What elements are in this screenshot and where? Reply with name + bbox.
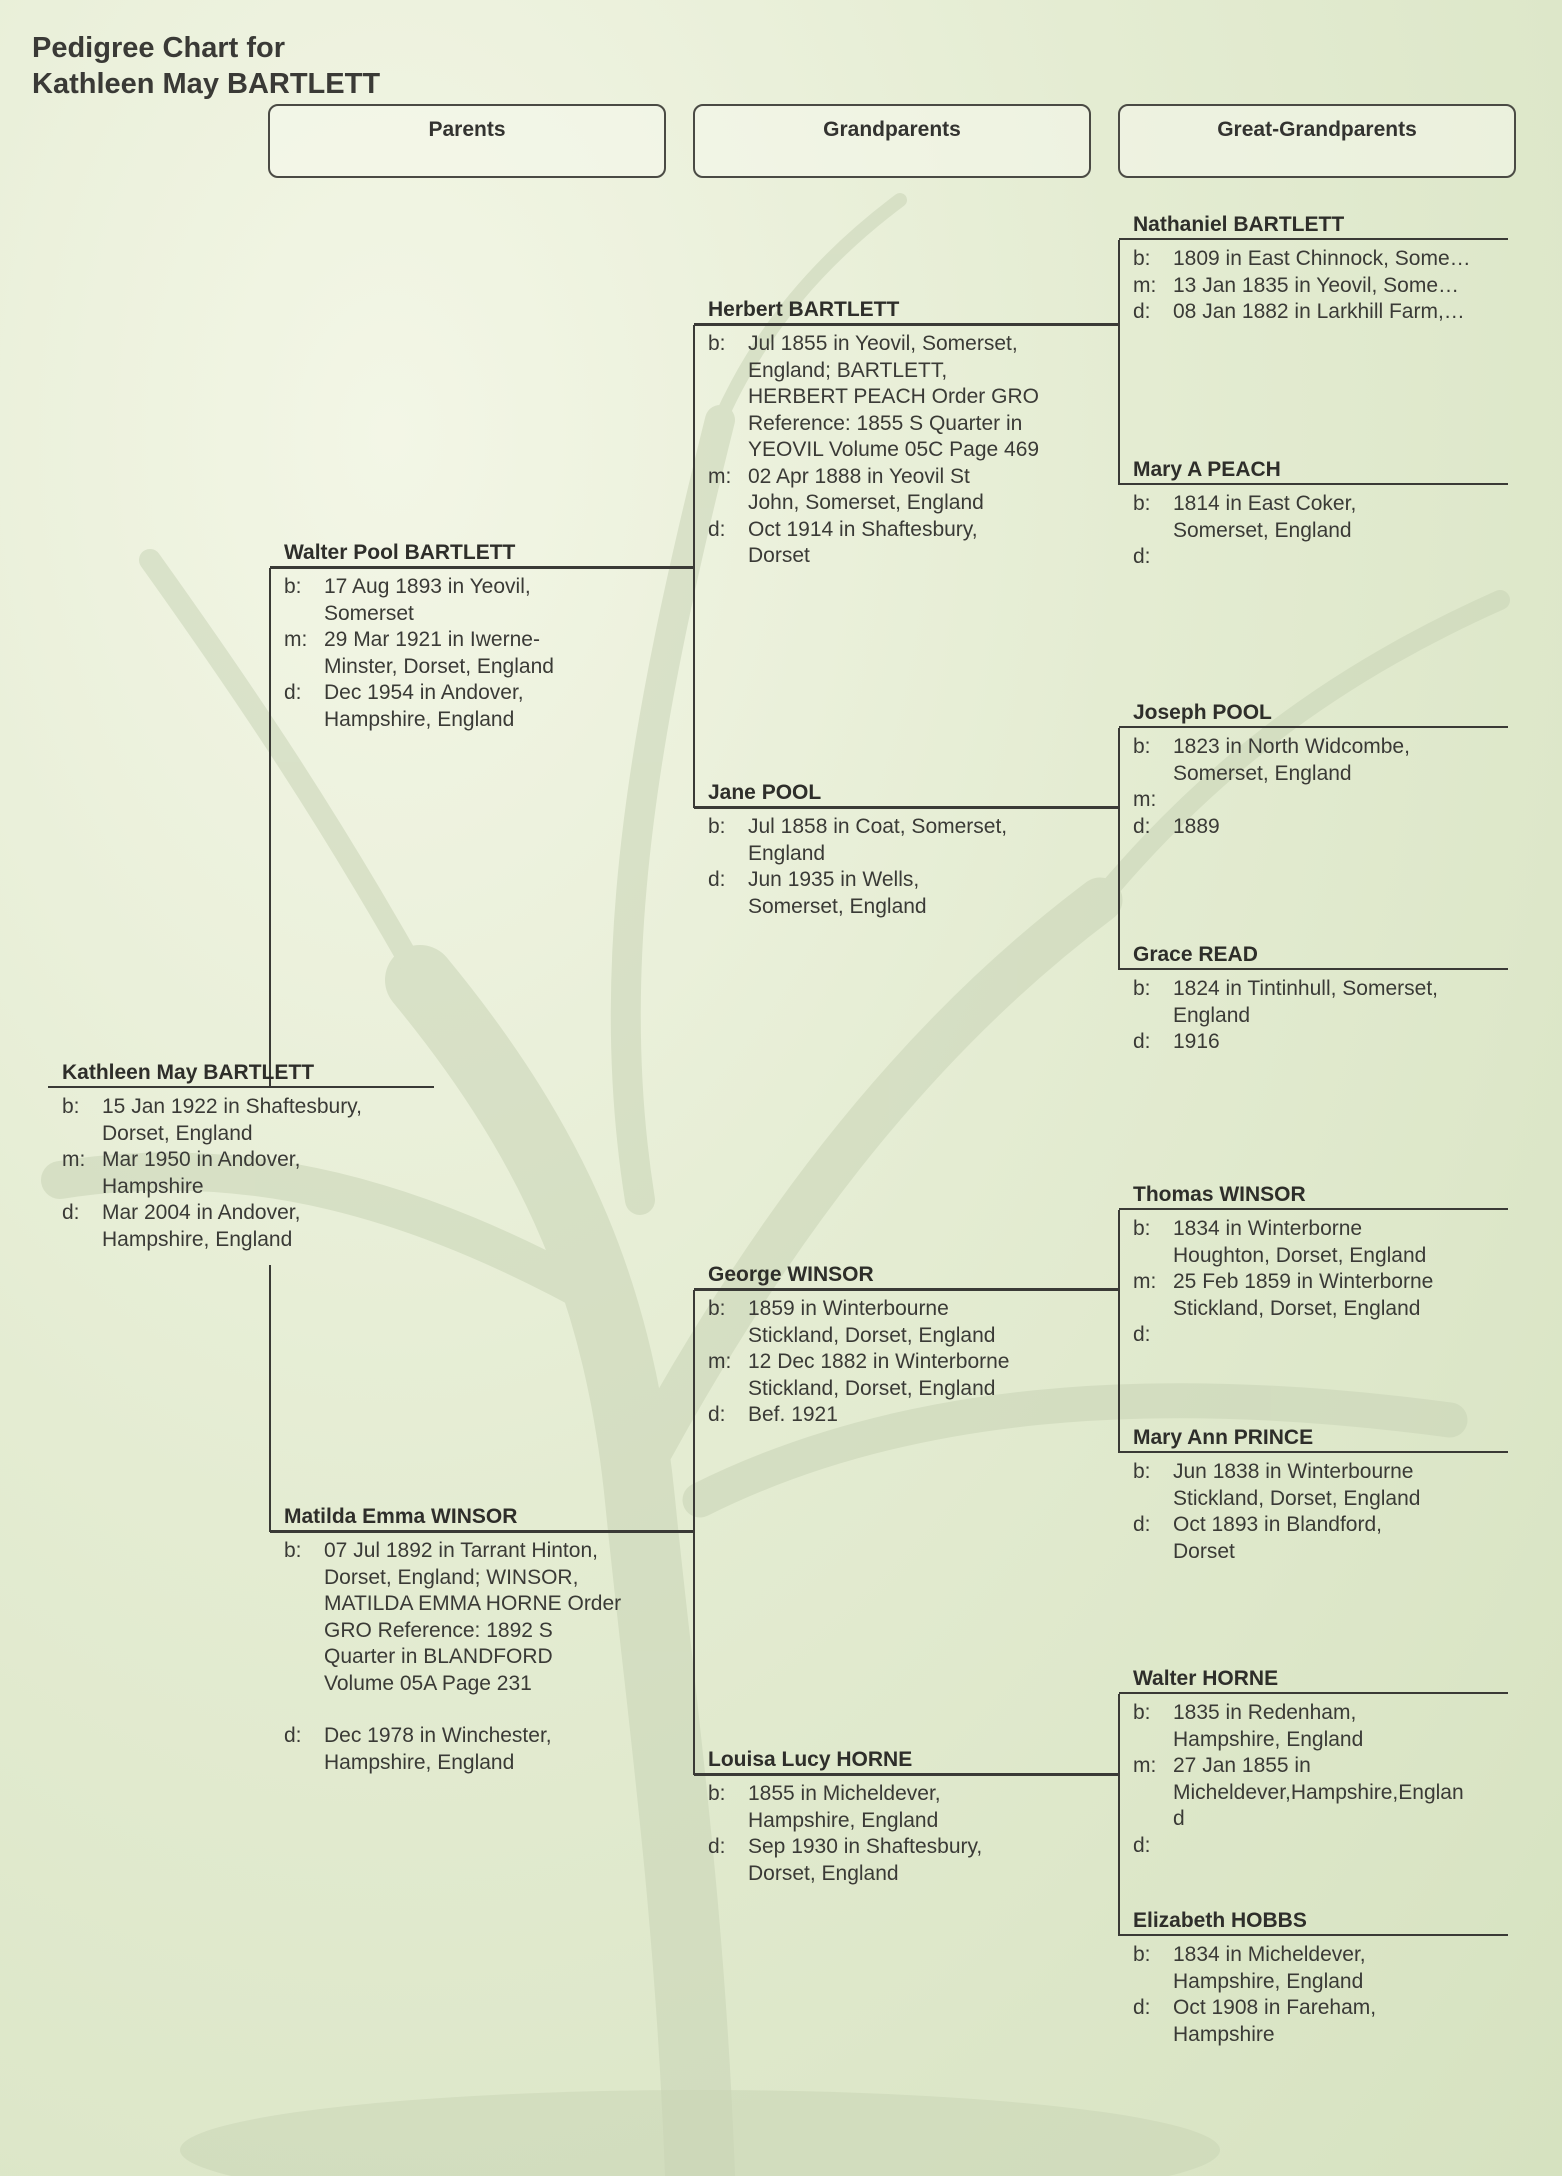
page-title bbox=[32, 30, 380, 102]
person-joseph bbox=[1119, 698, 1508, 840]
person-name: Thomas WINSOR bbox=[1119, 1180, 1508, 1210]
person-name: Grace READ bbox=[1119, 940, 1508, 970]
fact-death: d: 1889 bbox=[1133, 814, 1220, 838]
person-name: George WINSOR bbox=[694, 1260, 1119, 1290]
person-name: Nathaniel BARTLETT bbox=[1119, 210, 1508, 240]
person-name: Louisa Lucy HORNE bbox=[694, 1745, 1119, 1775]
person-mary-ann bbox=[1119, 1423, 1508, 1565]
fact-death: d: Jun 1935 in Wells, Somerset, England bbox=[708, 868, 927, 918]
person-name: Walter HORNE bbox=[1119, 1664, 1508, 1694]
title-line-1: Pedigree Chart for bbox=[32, 32, 285, 64]
fact-death: d: bbox=[1133, 545, 1151, 568]
fact-death: d: Sep 1930 in Shaftesbury, Dorset, England bbox=[708, 1835, 983, 1885]
fact-marriage: m: 27 Jan 1855 in Micheldever,Hampshire,Englan d bbox=[1133, 1754, 1464, 1830]
fact-marriage: m: 12 Dec 1882 in Winterborne Stickland, Dorset, England bbox=[708, 1350, 1010, 1400]
fact-birth: b: 1855 in Micheldever, Hampshire, England bbox=[708, 1782, 941, 1832]
person-name: Jane POOL bbox=[694, 778, 1119, 808]
title-line-2: Kathleen May BARTLETT bbox=[32, 68, 381, 100]
person-walter-horne bbox=[1119, 1664, 1508, 1859]
person-name: Mary A PEACH bbox=[1119, 455, 1508, 485]
fact-death: d: Oct 1914 in Shaftesbury, Dorset bbox=[708, 517, 978, 567]
fact-marriage: m: 29 Mar 1921 in Iwerne- Minster, Dorset, England bbox=[284, 628, 554, 678]
fact-death: d: Oct 1893 in Blandford, Dorset bbox=[1133, 1513, 1382, 1563]
person-name: Herbert BARTLETT bbox=[694, 295, 1119, 325]
fact-death: d: Dec 1978 in Winchester, Hampshire, England bbox=[284, 1724, 552, 1774]
fact-marriage: m: bbox=[1133, 788, 1157, 811]
fact-death: d: Mar 2004 in Andover, Hampshire, England bbox=[62, 1201, 301, 1251]
person-thomas bbox=[1119, 1180, 1508, 1349]
fact-birth: b: 1859 in Winterbourne Stickland, Dorset, England bbox=[708, 1297, 996, 1347]
fact-birth: b: 1834 in Micheldever, Hampshire, England bbox=[1133, 1943, 1366, 1993]
fact-birth: b: Jul 1858 in Coat, Somerset, England bbox=[708, 815, 1008, 865]
header-parents: Parents bbox=[268, 104, 666, 178]
fact-birth: b: Jul 1855 in Yeovil, Somerset, England; BARTLETT, HERBERT PEACH Order GRO Reference: 1855 S Quarter in YEOVIL Volume 05C Page 469 bbox=[708, 332, 1040, 461]
fact-death: d: 08 Jan 1882 in Larkhill Farm,… bbox=[1133, 300, 1465, 323]
fact-birth: b: 1835 in Redenham, Hampshire, England bbox=[1133, 1701, 1364, 1751]
fact-birth: b: 1834 in Winterborne Houghton, Dorset, England bbox=[1133, 1217, 1427, 1267]
fact-birth: b: 1824 in Tintinhull, Somerset, England bbox=[1133, 977, 1438, 1027]
fact-birth: b: Jun 1838 in Winterbourne Stickland, Dorset, England bbox=[1133, 1460, 1421, 1510]
fact-birth: b: 1814 in East Coker, Somerset, England bbox=[1133, 492, 1357, 542]
fact-death: d: bbox=[1133, 1833, 1151, 1857]
person-name: Matilda Emma WINSOR bbox=[270, 1502, 694, 1532]
person-grace bbox=[1119, 940, 1508, 1056]
fact-birth: b: 1809 in East Chinnock, Some… bbox=[1133, 247, 1471, 270]
person-george bbox=[694, 1260, 1119, 1429]
fact-marriage: m: Mar 1950 in Andover, Hampshire bbox=[62, 1148, 301, 1198]
fact-death: d: Dec 1954 in Andover, Hampshire, England bbox=[284, 681, 524, 731]
fact-death: d: Oct 1908 in Fareham, Hampshire bbox=[1133, 1996, 1377, 2046]
person-herbert bbox=[694, 295, 1119, 570]
person-nathaniel bbox=[1119, 210, 1508, 326]
person-elizabeth bbox=[1119, 1906, 1508, 2048]
fact-death: d: 1916 bbox=[1133, 1030, 1220, 1053]
fact-death: d: Bef. 1921 bbox=[708, 1403, 838, 1426]
fact-marriage: m: 02 Apr 1888 in Yeovil St John, Somerset, England bbox=[708, 464, 984, 514]
person-walter-pool bbox=[270, 538, 694, 733]
person-name: Kathleen May BARTLETT bbox=[48, 1058, 434, 1088]
person-mary-peach bbox=[1119, 455, 1508, 571]
person-name: Mary Ann PRINCE bbox=[1119, 1423, 1508, 1453]
person-matilda bbox=[270, 1502, 694, 1776]
person-kathleen bbox=[48, 1058, 434, 1253]
fact-birth: b: 15 Jan 1922 in Shaftesbury, Dorset, England bbox=[62, 1095, 362, 1145]
fact-marriage: m: 13 Jan 1835 in Yeovil, Some… bbox=[1133, 273, 1460, 297]
person-name: Elizabeth HOBBS bbox=[1119, 1906, 1508, 1936]
header-great-grandparents: Great-Grandparents bbox=[1118, 104, 1516, 178]
header-grandparents: Grandparents bbox=[693, 104, 1091, 178]
person-jane bbox=[694, 778, 1119, 920]
fact-death: d: bbox=[1133, 1323, 1151, 1346]
fact-birth: b: 07 Jul 1892 in Tarrant Hinton, Dorset, England; WINSOR, MATILDA EMMA HORNE Order GRO Reference: 1892 S Quarter in BLANDFORD Volume 05A Page 231 bbox=[284, 1539, 622, 1695]
person-name: Joseph POOL bbox=[1119, 698, 1508, 728]
person-name: Walter Pool BARTLETT bbox=[270, 538, 694, 568]
person-louisa bbox=[694, 1745, 1119, 1887]
fact-birth: b: 1823 in North Widcombe, Somerset, England bbox=[1133, 735, 1410, 785]
fact-marriage: m: 25 Feb 1859 in Winterborne Stickland, Dorset, England bbox=[1133, 1270, 1434, 1320]
fact-birth: b: 17 Aug 1893 in Yeovil, Somerset bbox=[284, 575, 531, 625]
